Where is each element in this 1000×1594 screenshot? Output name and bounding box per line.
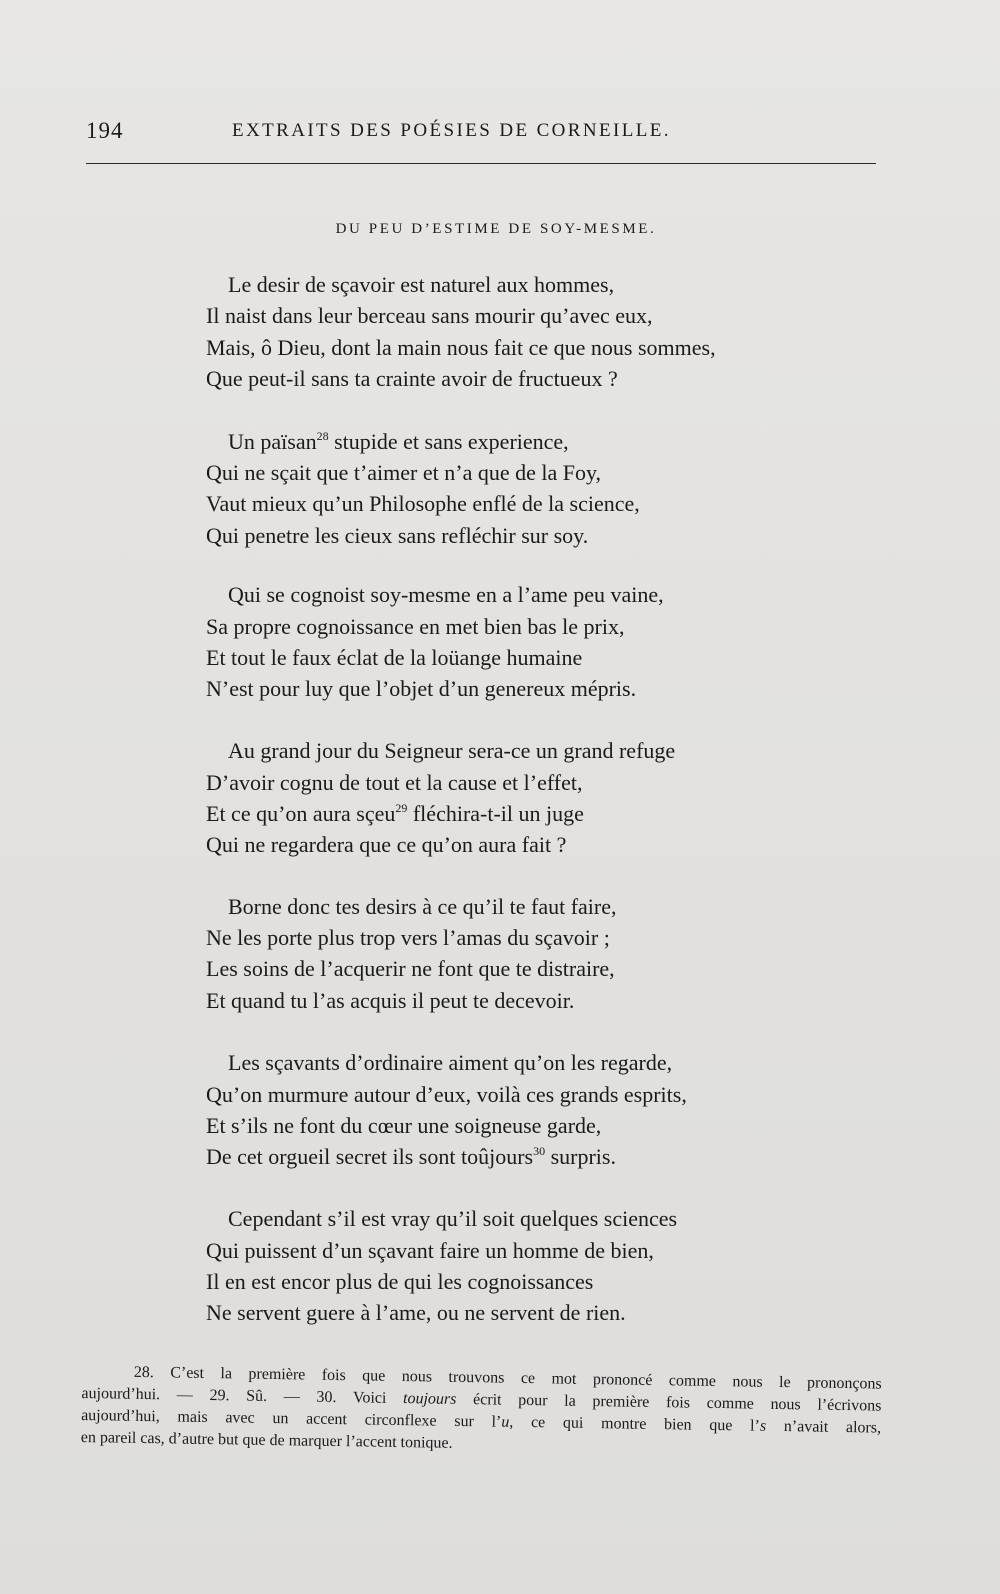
footnotes bbox=[81, 1361, 882, 1462]
verse-text: stupide et sans experience, bbox=[328, 429, 569, 454]
verse-line: Vaut mieux qu’un Philosophe enflé de la science, bbox=[206, 491, 640, 516]
footnote-line: en pareil cas, d’autre but que de marquer l’accent tonique. bbox=[80, 1428, 453, 1452]
footnote-text: aujourd’hui. — 29. Sû. — 30. Voici bbox=[81, 1384, 387, 1407]
running-title: EXTRAITS DES POÉSIES DE CORNEILLE. bbox=[232, 120, 671, 141]
verse-line: Et s’ils ne font du cœur une soigneuse garde, bbox=[206, 1113, 602, 1138]
footnote-italic: u bbox=[501, 1413, 510, 1431]
verse-line: Que peut-il sans ta crainte avoir de fructueux ? bbox=[206, 366, 618, 391]
verse-line: Qui penetre les cieux sans refléchir sur soy. bbox=[206, 523, 589, 548]
verse-line: Qui se cognoist soy-mesme en a l’ame peu vaine, bbox=[228, 582, 664, 607]
footnote-text: n’avait alors, bbox=[766, 1417, 882, 1437]
footnote-text: écrit pour la première fois comme nous l’écrivons bbox=[456, 1390, 882, 1415]
verse-line: Qui puissent d’un sçavant faire un homme de bien, bbox=[206, 1238, 654, 1263]
footnote-text: aujourd’hui, mais avec un accent circonflexe sur l’ bbox=[81, 1406, 502, 1431]
note-mark-30: 30 bbox=[533, 1144, 546, 1158]
note-mark-29: 29 bbox=[395, 801, 408, 815]
verse-line: Ne les porte plus trop vers l’amas du sçavoir ; bbox=[206, 925, 610, 950]
header-rule bbox=[86, 163, 876, 164]
verse-line: Borne donc tes desirs à ce qu’il te faut faire, bbox=[228, 894, 617, 919]
footnote-italic: toujours bbox=[402, 1390, 457, 1408]
verse-line bbox=[206, 802, 584, 826]
verse-line: Mais, ô Dieu, dont la main nous fait ce que nous sommes, bbox=[206, 335, 716, 360]
verse-line bbox=[228, 430, 569, 454]
poem-title: DU PEU D’ESTIME DE SOY-MESME. bbox=[335, 221, 657, 237]
verse-line: Le desir de sçavoir est naturel aux hommes, bbox=[228, 272, 615, 297]
verse-line: Et quand tu l’as acquis il peut te decevoir. bbox=[206, 988, 575, 1013]
verse-line: Cependant s’il est vray qu’il soit quelques sciences bbox=[228, 1206, 678, 1231]
verse-line: Qui ne regardera que ce qu’on aura fait ? bbox=[206, 832, 567, 857]
footnote-italic: s bbox=[759, 1417, 767, 1435]
verse-text: surpris. bbox=[545, 1144, 616, 1169]
verse-line: N’est pour luy que l’objet d’un genereux mépris. bbox=[206, 676, 637, 701]
verse-line: Il en est encor plus de qui les cognoissances bbox=[206, 1269, 594, 1294]
verse-line: Les soins de l’acquerir ne font que te distraire, bbox=[206, 956, 615, 981]
footnote-line: 28. C’est la première fois que nous trouvons ce mot prononcé comme nous le prononçons bbox=[133, 1363, 882, 1393]
verse-line: Qu’on murmure autour d’eux, voilà ces grands esprits, bbox=[206, 1082, 687, 1107]
verse-text: Un païsan bbox=[228, 429, 317, 454]
verse-text: Et ce qu’on aura sçeu bbox=[206, 801, 396, 826]
page-header bbox=[86, 118, 876, 148]
verse-line: Les sçavants d’ordinaire aiment qu’on les regarde, bbox=[228, 1050, 673, 1075]
footnote-text: , ce qui montre bien que l’ bbox=[509, 1413, 761, 1435]
verse-line: Qui ne sçait que t’aimer et n’a que de la Foy, bbox=[206, 460, 602, 485]
verse-text: De cet orgueil secret ils sont toûjours bbox=[206, 1144, 534, 1169]
verse-line: Il naist dans leur berceau sans mourir qu’avec eux, bbox=[206, 303, 653, 328]
verse-line: Ne servent guere à l’ame, ou ne servent de rien. bbox=[206, 1300, 626, 1325]
verse-line: Sa propre cognoissance en met bien bas le prix, bbox=[206, 614, 625, 639]
verse-line: Au grand jour du Seigneur sera-ce un grand refuge bbox=[228, 738, 676, 763]
note-mark-28: 28 bbox=[316, 429, 329, 443]
verse-line: Et tout le faux éclat de la loüange humaine bbox=[206, 645, 583, 670]
page-number: 194 bbox=[86, 118, 124, 143]
verse-text: fléchira-t-il un juge bbox=[407, 801, 584, 826]
verse-line: D’avoir cognu de tout et la cause et l’effet, bbox=[206, 770, 583, 795]
verse-line bbox=[206, 1145, 616, 1169]
